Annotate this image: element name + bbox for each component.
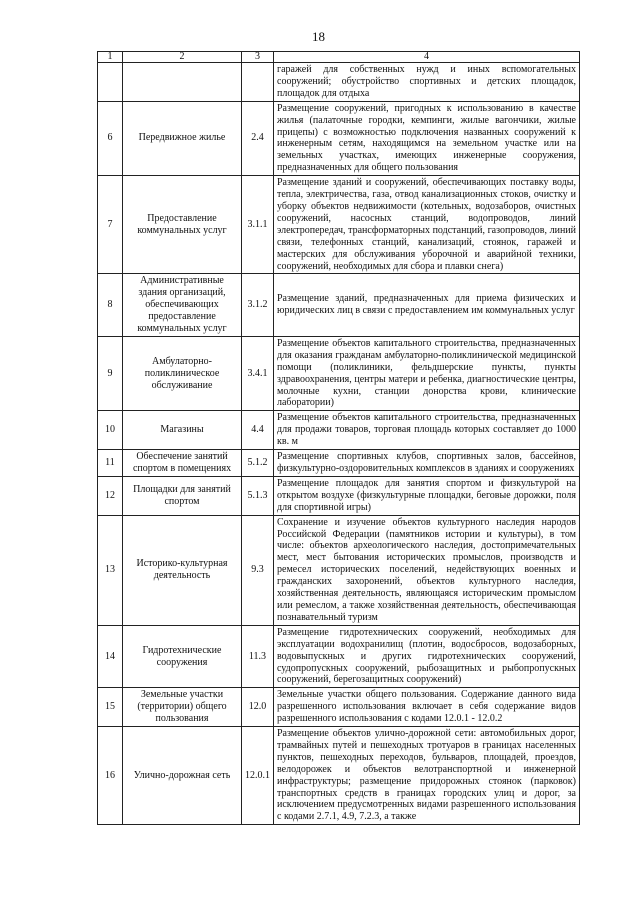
row-number-cell (98, 63, 123, 102)
page-number: 18 (312, 29, 325, 44)
land-use-code-cell: 4.4 (242, 411, 274, 450)
land-use-name-cell: Обеспечение занятий спортом в помещениях (123, 450, 242, 477)
description-cell: Размещение сооружений, пригодных к использованию в качестве жилья (палаточные городки, кемпинги, жилые вагончики, жилые прицепы) с возможностью подключения названных сооружений к инженерным сетям, находящимся на земельном участке или на земельных участках, имеющих инженерные сооружения, предназначенных для общего пользования (274, 101, 580, 175)
description-cell: Размещение зданий, предназначенных для приема физических и юридических лиц в связи с предоставлением им коммунальных услуг (274, 274, 580, 337)
land-use-name-cell: Амбулаторно-поликлиническое обслуживание (123, 336, 242, 410)
description-cell: Земельные участки общего пользования. Содержание данного вида разрешенного использования включает в себя содержание видов разрешенного использования с кодами 12.0.1 - 12.0.2 (274, 688, 580, 727)
land-use-code-cell: 9.3 (242, 515, 274, 625)
table-row (98, 336, 580, 410)
land-use-name-cell: Земельные участки (территории) общего пользования (123, 688, 242, 727)
row-number-cell: 15 (98, 688, 123, 727)
land-use-table (97, 51, 580, 825)
land-use-code-cell: 3.1.2 (242, 274, 274, 337)
description-cell: Сохранение и изучение объектов культурного наследия народов Российской Федерации (памятников истории и культуры), в том числе: объектов археологического наследия, достопримечательных мест, мест бытования исторических промыслов, производств и ремесел исторических поселений, недействующих военных и гражданских захоронений, объектов культурного наследия, хозяйственная деятельность, являющаяся историческим промыслом или ремеслом, а также хозяйственная деятельность, обеспечивающая познавательный туризм (274, 515, 580, 625)
land-use-name-cell: Предоставление коммунальных услуг (123, 176, 242, 274)
land-use-name-cell (123, 63, 242, 102)
land-use-code-cell (242, 63, 274, 102)
column-header: 1 (98, 52, 123, 63)
description-cell: Размещение гидротехнических сооружений, необходимых для эксплуатации водохранилищ (плотин, водосбросов, водозаборных, водовыпускных и других гидротехнических сооружений, судопропускных сооружений, рыбозащитных и рыбопропускных сооружений, берегозащитных сооружений) (274, 625, 580, 688)
row-number-cell: 6 (98, 101, 123, 175)
column-header: 3 (242, 52, 274, 63)
column-header: 4 (274, 52, 580, 63)
table-row (98, 727, 580, 825)
land-use-name-cell: Передвижное жилье (123, 101, 242, 175)
land-use-name-cell: Магазины (123, 411, 242, 450)
description-cell: Размещение спортивных клубов, спортивных залов, бассейнов, физкультурно-оздоровительных комплексов в зданиях и сооружениях (274, 450, 580, 477)
table-body (98, 52, 580, 825)
table-row (98, 476, 580, 515)
table-row (98, 274, 580, 337)
land-use-code-cell: 11.3 (242, 625, 274, 688)
table-row (98, 176, 580, 274)
land-use-code-cell: 3.1.1 (242, 176, 274, 274)
row-number-cell: 13 (98, 515, 123, 625)
row-number-cell: 16 (98, 727, 123, 825)
table-row (98, 101, 580, 175)
description-cell: Размещение объектов капитального строительства, предназначенных для оказания гражданам амбулаторно-поликлинической медицинской помощи (поликлиники, фельдшерские пункты, пункты здравоохранения, центры матери и ребенка, диагностические центры, молочные кухни, станции донорства крови, клинические лаборатории) (274, 336, 580, 410)
row-number-cell: 12 (98, 476, 123, 515)
table-row (98, 625, 580, 688)
table-header-row (98, 52, 580, 63)
description-cell: Размещение объектов капитального строительства, предназначенных для продажи товаров, торговая площадь которых составляет до 1000 кв. м (274, 411, 580, 450)
row-number-cell: 8 (98, 274, 123, 337)
land-use-name-cell: Площадки для занятий спортом (123, 476, 242, 515)
table-row (98, 411, 580, 450)
row-number-cell: 10 (98, 411, 123, 450)
table-row (98, 450, 580, 477)
description-cell: Размещение площадок для занятия спортом и физкультурой на открытом воздухе (физкультурные площадки, беговые дорожки, поля для спортивной игры) (274, 476, 580, 515)
land-use-name-cell: Гидротехнические сооружения (123, 625, 242, 688)
land-use-code-cell: 2.4 (242, 101, 274, 175)
row-number-cell: 11 (98, 450, 123, 477)
land-use-code-cell: 3.4.1 (242, 336, 274, 410)
row-number-cell: 7 (98, 176, 123, 274)
table-row (98, 515, 580, 625)
description-cell: Размещение зданий и сооружений, обеспечивающих поставку воды, тепла, электричества, газа, отвод канализационных стоков, очистку и уборку объектов недвижимости (котельных, водозаборов, очистных сооружений, насосных станций, водопроводов, линий электропередач, трансформаторных подстанций, газопроводов, линий связи, телефонных станций, канализаций, стоянок, гаражей и мастерских для обслуживания уборочной и аварийной техники, сооружений, необходимых для сбора и плавки снега) (274, 176, 580, 274)
land-use-code-cell: 5.1.2 (242, 450, 274, 477)
land-use-name-cell: Историко-культурная деятельность (123, 515, 242, 625)
land-use-name-cell: Улично-дорожная сеть (123, 727, 242, 825)
row-number-cell: 9 (98, 336, 123, 410)
row-number-cell: 14 (98, 625, 123, 688)
column-header: 2 (123, 52, 242, 63)
land-use-code-cell: 12.0.1 (242, 727, 274, 825)
description-cell: гаражей для собственных нужд и иных вспомогательных сооружений; обустройство спортивных и детских площадок, площадок для отдыха (274, 63, 580, 102)
land-use-name-cell: Административные здания организаций, обеспечивающих предоставление коммунальных услуг (123, 274, 242, 337)
table-row (98, 63, 580, 102)
land-use-code-cell: 12.0 (242, 688, 274, 727)
description-cell: Размещение объектов улично-дорожной сети: автомобильных дорог, трамвайных путей и пешеходных тротуаров в границах населенных пунктов, пешеходных переходов, бульваров, площадей, проездов, велодорожек и объектов велотранспортной и инженерной инфраструктуры; размещение придорожных стоянок (парковок) транспортных средств в границах городских улиц и дорог, за исключением предусмотренных видами разрешенного использования с кодами 2.7.1, 4.9, 7.2.3, а также (274, 727, 580, 825)
table-row (98, 688, 580, 727)
land-use-code-cell: 5.1.3 (242, 476, 274, 515)
